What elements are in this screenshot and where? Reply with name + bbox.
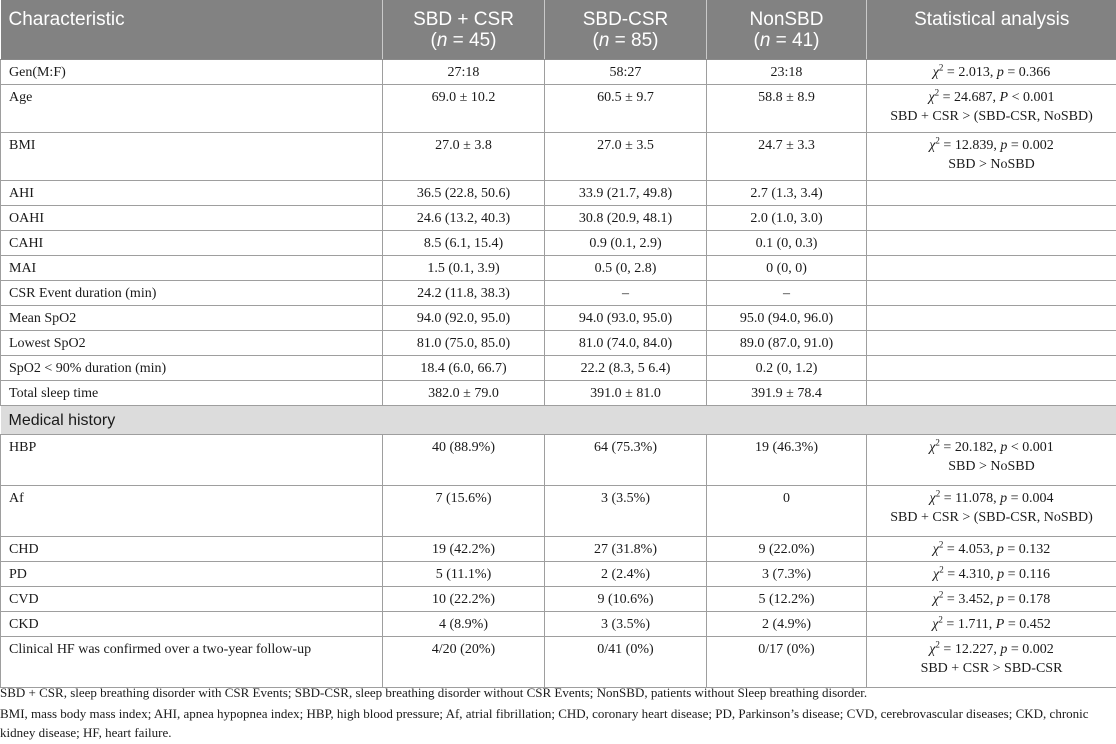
chi-square-result: $\chi^2 = 4.053$, p = 0.132 bbox=[875, 540, 1108, 559]
chi-square-result: $\chi^2 = 24.687$, P < 0.001 bbox=[875, 88, 1108, 107]
header-sbd-no-csr-label: SBD-CSR bbox=[553, 9, 698, 30]
stat-cell bbox=[867, 485, 1116, 536]
row-label: SpO2 < 90% duration (min) bbox=[1, 355, 383, 380]
p-value: 0.001 bbox=[1022, 440, 1054, 455]
chi-square-result: $\chi^2 = 1.711$, P = 0.452 bbox=[875, 615, 1108, 634]
stat-cell bbox=[867, 59, 1116, 84]
p-value: 0.116 bbox=[1019, 567, 1050, 582]
header-sbd-no-csr-n: (n = 85) bbox=[553, 30, 698, 51]
post-hoc-comparison: SBD + CSR > (SBD-CSR, NoSBD) bbox=[875, 508, 1108, 527]
chi-square-result: $\chi^2 = 12.839$, p = 0.002 bbox=[875, 136, 1108, 155]
header-statistical-analysis: Statistical analysis bbox=[867, 0, 1116, 59]
p-value: 0.366 bbox=[1019, 65, 1051, 80]
chi-symbol: χ bbox=[929, 642, 935, 657]
chi-symbol: χ bbox=[933, 542, 939, 557]
value-nonsbd: 0 bbox=[707, 485, 867, 536]
value-sbd-no-csr: 33.9 (21.7, 49.8) bbox=[545, 180, 707, 205]
history-row bbox=[1, 611, 1116, 636]
value-nonsbd: 2.7 (1.3, 3.4) bbox=[707, 180, 867, 205]
value-sbd-csr: 27.0 ± 3.8 bbox=[383, 132, 545, 180]
value-sbd-no-csr: 81.0 (74.0, 84.0) bbox=[545, 330, 707, 355]
value-sbd-csr: 10 (22.2%) bbox=[383, 586, 545, 611]
value-sbd-csr: 19 (42.2%) bbox=[383, 536, 545, 561]
value-nonsbd: 3 (7.3%) bbox=[707, 561, 867, 586]
history-row bbox=[1, 485, 1116, 536]
value-nonsbd: 23:18 bbox=[707, 59, 867, 84]
chi-symbol: χ bbox=[932, 617, 938, 632]
history-row bbox=[1, 434, 1116, 485]
p-label: p bbox=[1000, 642, 1007, 657]
p-label: p bbox=[997, 592, 1004, 607]
p-value: 0.452 bbox=[1019, 617, 1051, 632]
p-operator: = bbox=[1007, 65, 1015, 80]
row-label: CKD bbox=[1, 611, 383, 636]
value-nonsbd: 58.8 ± 8.9 bbox=[707, 84, 867, 132]
stat-cell bbox=[867, 84, 1116, 132]
value-nonsbd: 2.0 (1.0, 3.0) bbox=[707, 205, 867, 230]
chi-value: 2.013 bbox=[958, 65, 990, 80]
value-sbd-no-csr: 9 (10.6%) bbox=[545, 586, 707, 611]
p-operator: = bbox=[1007, 542, 1015, 557]
p-operator: = bbox=[1008, 617, 1016, 632]
value-nonsbd: 5 (12.2%) bbox=[707, 586, 867, 611]
chi-square-result: $\chi^2 = 12.227$, p = 0.002 bbox=[875, 640, 1108, 659]
stat-cell bbox=[867, 586, 1116, 611]
chi-symbol: χ bbox=[928, 90, 934, 105]
p-operator: = bbox=[1011, 138, 1019, 153]
chi-value: 3.452 bbox=[958, 592, 990, 607]
table-row bbox=[1, 355, 1116, 380]
value-nonsbd: 24.7 ± 3.3 bbox=[707, 132, 867, 180]
row-label: Gen(M:F) bbox=[1, 59, 383, 84]
table-row bbox=[1, 132, 1116, 180]
value-sbd-no-csr: 0.5 (0, 2.8) bbox=[545, 255, 707, 280]
header-nonsbd-label: NonSBD bbox=[715, 9, 858, 30]
value-nonsbd: 2 (4.9%) bbox=[707, 611, 867, 636]
table-row bbox=[1, 59, 1116, 84]
value-nonsbd: 89.0 (87.0, 91.0) bbox=[707, 330, 867, 355]
chi-superscript: 2 bbox=[935, 135, 940, 145]
value-sbd-no-csr: 0.9 (0.1, 2.9) bbox=[545, 230, 707, 255]
p-operator: = bbox=[1011, 642, 1019, 657]
history-row bbox=[1, 586, 1116, 611]
table-row bbox=[1, 230, 1116, 255]
table-row bbox=[1, 180, 1116, 205]
post-hoc-comparison: SBD > NoSBD bbox=[875, 457, 1108, 476]
chi-superscript: 2 bbox=[939, 539, 944, 549]
table-row bbox=[1, 380, 1116, 405]
chi-superscript: 2 bbox=[939, 62, 944, 72]
row-label: CVD bbox=[1, 586, 383, 611]
chi-superscript: 2 bbox=[935, 87, 940, 97]
chi-value: 4.053 bbox=[958, 542, 990, 557]
value-nonsbd: 0.2 (0, 1.2) bbox=[707, 355, 867, 380]
value-nonsbd: 0/17 (0%) bbox=[707, 636, 867, 687]
header-row bbox=[1, 0, 1116, 59]
chi-value: 20.182 bbox=[955, 440, 994, 455]
p-label: P bbox=[996, 617, 1005, 632]
row-label: CAHI bbox=[1, 230, 383, 255]
stat-cell bbox=[867, 230, 1116, 255]
stat-cell bbox=[867, 536, 1116, 561]
p-value: 0.178 bbox=[1019, 592, 1051, 607]
chi-square-result: $\chi^2 = 3.452$, p = 0.178 bbox=[875, 590, 1108, 609]
value-sbd-no-csr: 58:27 bbox=[545, 59, 707, 84]
row-label: Clinical HF was confirmed over a two-year follow-up bbox=[1, 636, 383, 687]
p-operator: = bbox=[1011, 491, 1019, 506]
value-nonsbd: 95.0 (94.0, 96.0) bbox=[707, 305, 867, 330]
section-title: Medical history bbox=[1, 405, 1116, 434]
chi-value: 11.078 bbox=[955, 491, 993, 506]
chi-value: 24.687 bbox=[954, 90, 993, 105]
table-row bbox=[1, 305, 1116, 330]
row-label: CHD bbox=[1, 536, 383, 561]
value-sbd-no-csr: 2 (2.4%) bbox=[545, 561, 707, 586]
p-label: p bbox=[997, 542, 1004, 557]
table-row bbox=[1, 84, 1116, 132]
chi-superscript: 2 bbox=[936, 488, 941, 498]
footnote-abbrev-groups: SBD + CSR, sleep breathing disorder with CSR Events; SBD-CSR, sleep breathing disorder without CSR Events; NonSBD, patients without Sleep breathing disorder. bbox=[0, 683, 1116, 702]
table-row bbox=[1, 280, 1116, 305]
chi-square-result: $\chi^2 = 2.013$, p = 0.366 bbox=[875, 63, 1108, 82]
value-nonsbd: – bbox=[707, 280, 867, 305]
p-label: P bbox=[1000, 90, 1009, 105]
chi-superscript: 2 bbox=[939, 589, 944, 599]
chi-value: 12.839 bbox=[955, 138, 994, 153]
row-label: Af bbox=[1, 485, 383, 536]
p-operator: < bbox=[1011, 440, 1019, 455]
stat-cell bbox=[867, 380, 1116, 405]
p-value: 0.132 bbox=[1019, 542, 1051, 557]
value-sbd-no-csr: 3 (3.5%) bbox=[545, 485, 707, 536]
stat-cell bbox=[867, 132, 1116, 180]
post-hoc-comparison: SBD + CSR > SBD-CSR bbox=[875, 659, 1108, 678]
value-sbd-csr: 24.2 (11.8, 38.3) bbox=[383, 280, 545, 305]
value-sbd-no-csr: 27 (31.8%) bbox=[545, 536, 707, 561]
chi-superscript: 2 bbox=[939, 564, 944, 574]
chi-value: 4.310 bbox=[959, 567, 991, 582]
value-sbd-csr: 94.0 (92.0, 95.0) bbox=[383, 305, 545, 330]
value-nonsbd: 391.9 ± 78.4 bbox=[707, 380, 867, 405]
header-nonsbd bbox=[707, 0, 867, 59]
row-label: Lowest SpO2 bbox=[1, 330, 383, 355]
value-sbd-csr: 8.5 (6.1, 15.4) bbox=[383, 230, 545, 255]
stat-cell bbox=[867, 611, 1116, 636]
stat-cell bbox=[867, 180, 1116, 205]
chi-symbol: χ bbox=[929, 440, 935, 455]
chi-symbol: χ bbox=[933, 567, 939, 582]
stat-cell bbox=[867, 561, 1116, 586]
value-sbd-no-csr: 22.2 (8.3, 5 6.4) bbox=[545, 355, 707, 380]
stat-cell bbox=[867, 330, 1116, 355]
chi-square-result: $\chi^2 = 4.310$, p = 0.116 bbox=[875, 565, 1108, 584]
row-label: AHI bbox=[1, 180, 383, 205]
value-sbd-no-csr: – bbox=[545, 280, 707, 305]
chi-symbol: χ bbox=[929, 138, 935, 153]
stat-cell bbox=[867, 355, 1116, 380]
value-nonsbd: 19 (46.3%) bbox=[707, 434, 867, 485]
value-sbd-no-csr: 64 (75.3%) bbox=[545, 434, 707, 485]
chi-value: 12.227 bbox=[955, 642, 994, 657]
value-sbd-csr: 81.0 (75.0, 85.0) bbox=[383, 330, 545, 355]
p-label: p bbox=[1000, 138, 1007, 153]
value-sbd-csr: 40 (88.9%) bbox=[383, 434, 545, 485]
stat-cell bbox=[867, 280, 1116, 305]
chi-superscript: 2 bbox=[935, 639, 940, 649]
value-sbd-csr: 27:18 bbox=[383, 59, 545, 84]
table-row bbox=[1, 255, 1116, 280]
chi-value: 1.711 bbox=[958, 617, 989, 632]
chi-square-result: $\chi^2 = 20.182$, p < 0.001 bbox=[875, 438, 1108, 457]
value-sbd-no-csr: 391.0 ± 81.0 bbox=[545, 380, 707, 405]
history-row bbox=[1, 536, 1116, 561]
section-row-medical-history bbox=[1, 405, 1116, 434]
p-value: 0.001 bbox=[1023, 90, 1055, 105]
value-sbd-no-csr: 94.0 (93.0, 95.0) bbox=[545, 305, 707, 330]
value-sbd-no-csr: 0/41 (0%) bbox=[545, 636, 707, 687]
table-row bbox=[1, 330, 1116, 355]
p-operator: = bbox=[1007, 592, 1015, 607]
value-sbd-csr: 382.0 ± 79.0 bbox=[383, 380, 545, 405]
value-nonsbd: 0 (0, 0) bbox=[707, 255, 867, 280]
footnote-abbrev-measures: BMI, mass body mass index; AHI, apnea hypopnea index; HBP, high blood pressure; Af, atrial fibrillation; CHD, coronary heart disease; PD, Parkinson’s disease; CVD, cerebrovascular diseases; CKD, chronic kidney disease; HF, heart failure. bbox=[0, 704, 1116, 742]
value-sbd-csr: 18.4 (6.0, 66.7) bbox=[383, 355, 545, 380]
header-sbd-no-csr bbox=[545, 0, 707, 59]
stat-cell bbox=[867, 305, 1116, 330]
value-sbd-csr: 4 (8.9%) bbox=[383, 611, 545, 636]
header-characteristic: Characteristic bbox=[1, 0, 383, 59]
row-label: MAI bbox=[1, 255, 383, 280]
p-operator: = bbox=[1008, 567, 1016, 582]
value-sbd-csr: 5 (11.1%) bbox=[383, 561, 545, 586]
chi-symbol: χ bbox=[933, 592, 939, 607]
row-label: OAHI bbox=[1, 205, 383, 230]
header-nonsbd-n: (n = 41) bbox=[715, 30, 858, 51]
row-label: Mean SpO2 bbox=[1, 305, 383, 330]
stat-cell bbox=[867, 636, 1116, 687]
row-label: Age bbox=[1, 84, 383, 132]
value-sbd-no-csr: 60.5 ± 9.7 bbox=[545, 84, 707, 132]
value-sbd-csr: 4/20 (20%) bbox=[383, 636, 545, 687]
chi-superscript: 2 bbox=[935, 437, 940, 447]
p-label: p bbox=[997, 65, 1004, 80]
history-row bbox=[1, 636, 1116, 687]
value-sbd-csr: 36.5 (22.8, 50.6) bbox=[383, 180, 545, 205]
p-value: 0.004 bbox=[1022, 491, 1054, 506]
stat-cell bbox=[867, 434, 1116, 485]
header-sbd-csr bbox=[383, 0, 545, 59]
chi-superscript: 2 bbox=[938, 614, 943, 624]
value-nonsbd: 0.1 (0, 0.3) bbox=[707, 230, 867, 255]
value-sbd-no-csr: 30.8 (20.9, 48.1) bbox=[545, 205, 707, 230]
value-sbd-no-csr: 3 (3.5%) bbox=[545, 611, 707, 636]
row-label: CSR Event duration (min) bbox=[1, 280, 383, 305]
row-label: PD bbox=[1, 561, 383, 586]
p-label: p bbox=[1000, 491, 1007, 506]
header-sbd-csr-n: (n = 45) bbox=[391, 30, 536, 51]
p-label: p bbox=[1000, 440, 1007, 455]
history-row bbox=[1, 561, 1116, 586]
value-sbd-csr: 24.6 (13.2, 40.3) bbox=[383, 205, 545, 230]
value-sbd-csr: 7 (15.6%) bbox=[383, 485, 545, 536]
post-hoc-comparison: SBD + CSR > (SBD-CSR, NoSBD) bbox=[875, 107, 1108, 126]
chi-symbol: χ bbox=[933, 65, 939, 80]
p-value: 0.002 bbox=[1022, 642, 1054, 657]
p-label: p bbox=[997, 567, 1004, 582]
row-label: HBP bbox=[1, 434, 383, 485]
table-row bbox=[1, 205, 1116, 230]
header-sbd-csr-label: SBD + CSR bbox=[391, 9, 536, 30]
value-sbd-csr: 69.0 ± 10.2 bbox=[383, 84, 545, 132]
p-value: 0.002 bbox=[1022, 138, 1054, 153]
table-footnotes bbox=[0, 683, 1116, 744]
stat-cell bbox=[867, 255, 1116, 280]
row-label: BMI bbox=[1, 132, 383, 180]
value-sbd-no-csr: 27.0 ± 3.5 bbox=[545, 132, 707, 180]
value-sbd-csr: 1.5 (0.1, 3.9) bbox=[383, 255, 545, 280]
p-operator: < bbox=[1012, 90, 1020, 105]
value-nonsbd: 9 (22.0%) bbox=[707, 536, 867, 561]
stat-cell bbox=[867, 205, 1116, 230]
post-hoc-comparison: SBD > NoSBD bbox=[875, 155, 1108, 174]
row-label: Total sleep time bbox=[1, 380, 383, 405]
chi-square-result: $\chi^2 = 11.078$, p = 0.004 bbox=[875, 489, 1108, 508]
chi-symbol: χ bbox=[930, 491, 936, 506]
